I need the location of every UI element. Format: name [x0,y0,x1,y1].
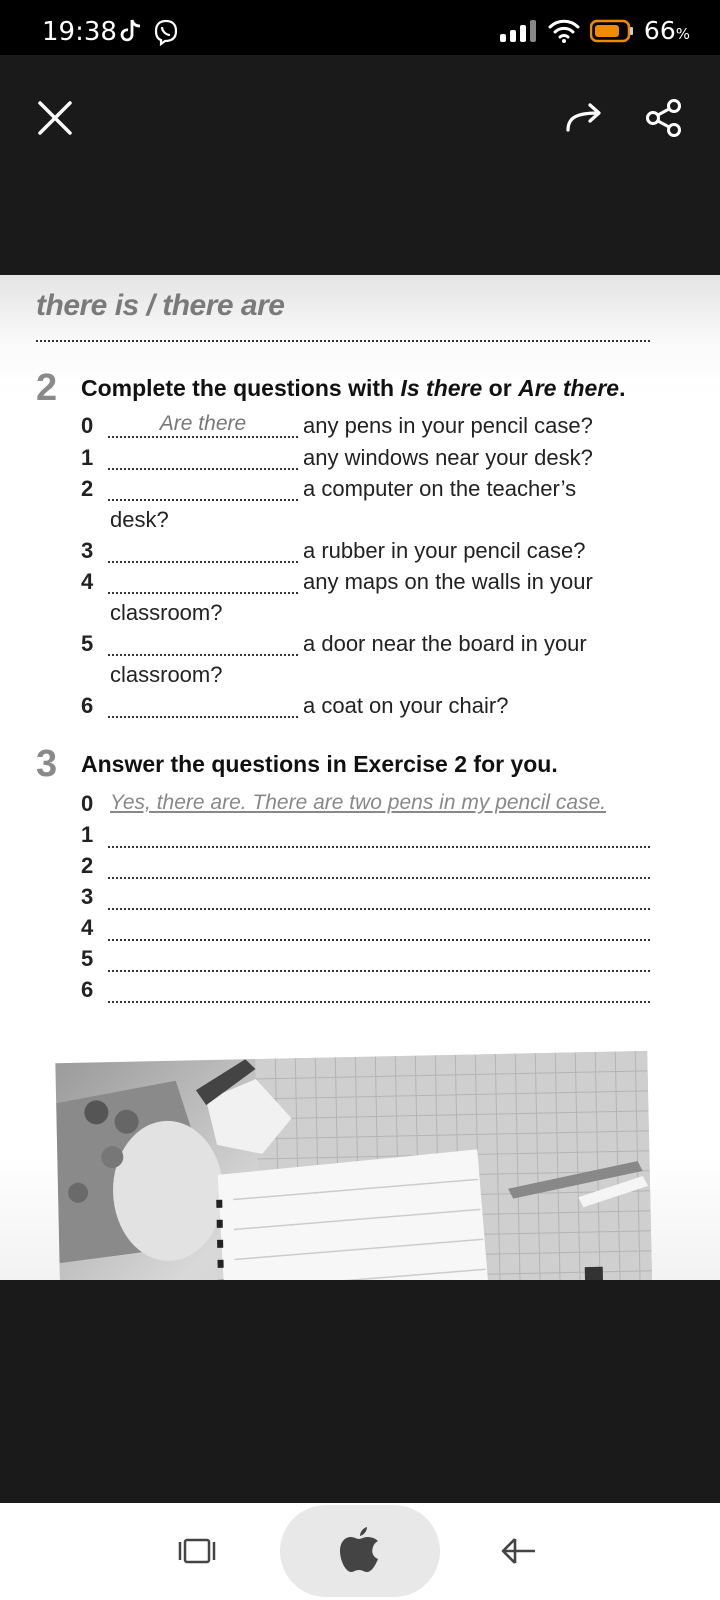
answer-line[interactable] [108,822,650,848]
forward-icon [564,102,604,134]
exercise-3-num-6: 6 [81,977,94,1002]
exercise-3-num-5: 5 [81,946,94,971]
exercise-3-number: 3 [36,743,58,785]
answer-blank[interactable] [108,630,298,656]
exercise-3-num-3: 3 [81,884,94,909]
signal-icon [500,19,538,43]
answer-line[interactable] [108,853,650,879]
recents-button[interactable] [172,1531,222,1571]
navigation-bar [0,1503,720,1600]
exercise-3-num-2: 2 [81,853,94,878]
desk-photo [55,1051,652,1280]
exercise-3-example-answer: Yes, there are. There are two pens in my pencil case. [110,791,607,814]
answer-blank[interactable] [108,537,298,563]
recents-icon [176,1537,218,1565]
share-button[interactable] [636,90,692,146]
document-page: there is / there are 2 Complete the questions with Is there or Are there. 0 Are there any pens in your pencil case? 1 any windows near your desk? 2 a computer on the teacher’s desk? 3 a rubber in your pencil case? 4 any maps on the walls in your classroom? 5 a door near the board in your classroom? 6 a coat on your chair? 3 Answer the questions in Exercise 2 for you. 0 Yes, there are. There are two pens in my pencil case. 1 2 3 4 5 6 [0,275,720,1280]
back-button[interactable] [494,1529,544,1573]
wifi-icon [548,19,580,43]
answer-line[interactable] [108,884,650,910]
status-time: 19:38 [42,17,117,47]
answer-blank[interactable] [108,692,298,718]
answer-line[interactable] [108,915,650,941]
battery-icon [590,19,634,43]
answer-blank[interactable]: Are there [108,412,298,438]
exercise-3-num-4: 4 [81,915,94,940]
answer-blank[interactable] [108,444,298,470]
close-button[interactable] [27,90,83,146]
share-icon [644,98,684,138]
section-heading: there is / there are [36,289,285,322]
desk-photo-illustration [55,1051,652,1280]
viber-icon [152,18,180,46]
answer-blank[interactable] [108,568,298,594]
exercise-2-number: 2 [36,367,58,409]
answer-blank[interactable] [108,475,298,501]
viewer-toolbar [0,55,720,275]
apple-icon [336,1527,382,1575]
home-button[interactable] [280,1505,440,1597]
exercise-3-title: Answer the questions in Exercise 2 for you. [81,751,558,777]
heading-divider [36,340,650,342]
forward-button[interactable] [556,90,612,146]
back-icon [499,1533,539,1569]
exercise-3-num-1: 1 [81,822,94,847]
close-icon [37,100,73,136]
answer-line[interactable] [108,946,650,972]
answer-line[interactable] [108,977,650,1003]
exercise-2-title: Complete the questions with Is there or Are there. [81,375,626,401]
battery-level: 66% [643,16,690,45]
status-bar [0,0,720,55]
tiktok-icon [120,18,142,44]
exercise-3-num-0: 0 [81,791,94,816]
